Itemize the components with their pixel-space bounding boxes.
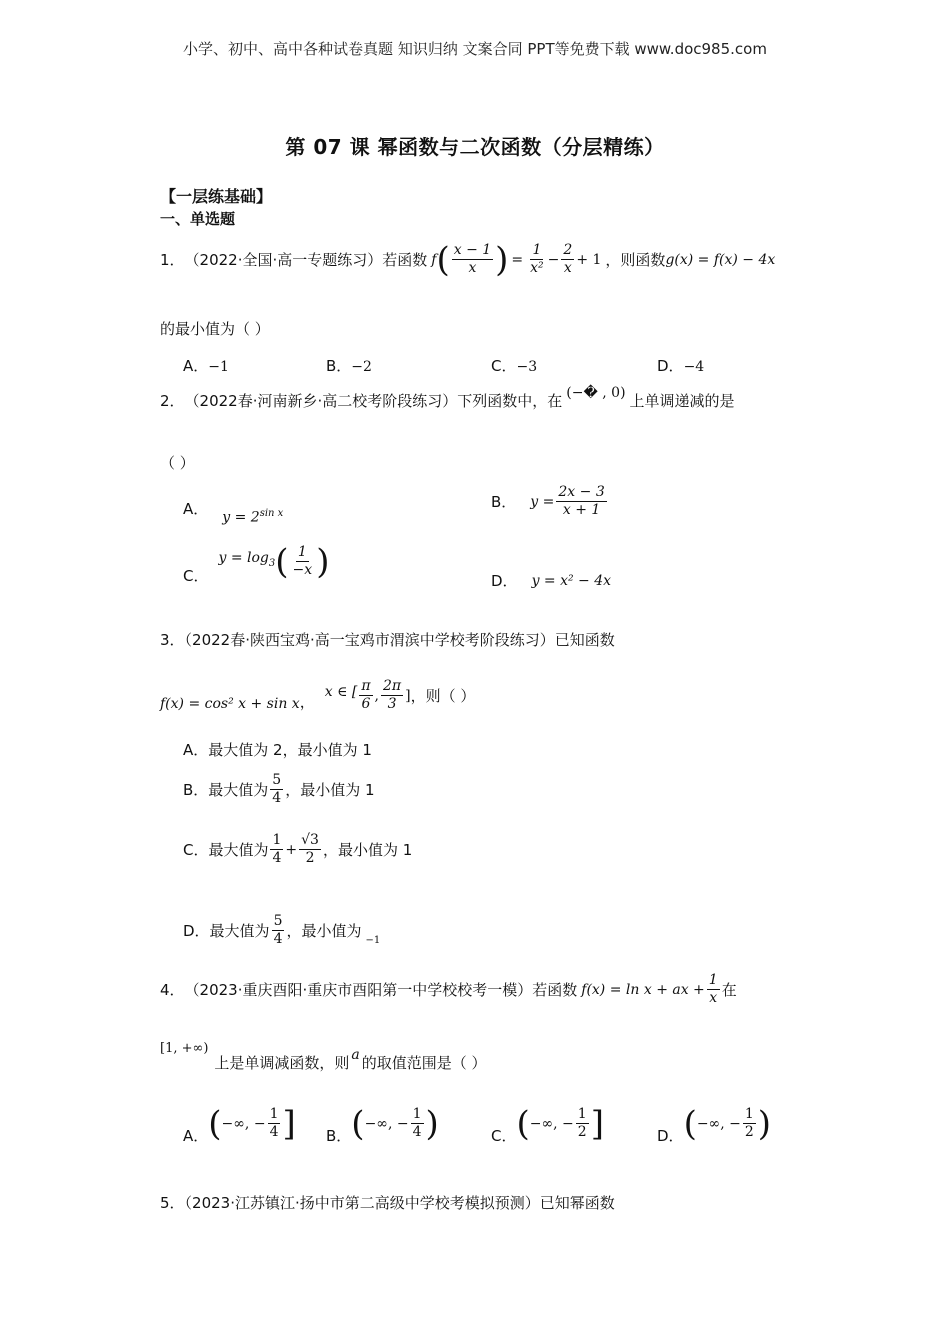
q4-option-d[interactable]: D． ( −∞, − $\frac{1}{2}$ )	[657, 1103, 772, 1145]
q1-minus: −	[547, 251, 560, 268]
q3-option-b[interactable]: B．最大值为 $\frac{5}{4}$ ，最小值为 1	[183, 772, 375, 806]
q3-function-line: f(x) = cos² x + sin x ， x ∈ [ $\frac{\pi}{6}$ , $\frac{2\pi}{3}$ ] ，则（ ）	[160, 678, 476, 712]
q4-fx: f(x) = ln x + ax +	[581, 981, 705, 998]
q1-frac-2: $\frac{2}{x}$	[563, 242, 573, 276]
q1-continuation: 的最小值为（ ）	[160, 320, 270, 338]
q4-continuation: [1, +∞) 上是单调减函数，则 a 的取值范围是（ ）	[160, 1041, 487, 1072]
page-title: 第 07 课 幂函数与二次函数（分层精练）	[285, 135, 665, 159]
q4-frac: $\frac{1}{x}$	[708, 972, 718, 1006]
q2-opt-d-expr: y = x² − 4x	[531, 572, 612, 589]
q4-option-c[interactable]: C． ( −∞, − $\frac{1}{2}$ ]	[491, 1103, 604, 1145]
question-4: 4． （2023·重庆酉阳·重庆市酉阳第一中学校校考一模）若函数 f(x) = ln x + ax + $\frac{1}{x}$ 在	[160, 972, 737, 1006]
q1-text: （2022·全国·高一专题练习）若函数	[184, 251, 428, 269]
q2-continuation: （ ）	[160, 454, 195, 472]
q1-option-a[interactable]: A．−1	[183, 357, 229, 375]
q1-number: 1．	[160, 251, 185, 269]
q2-opt-a-expr: $y = 2^{sin x}$	[222, 507, 284, 526]
q1-option-c[interactable]: C．−3	[491, 357, 538, 375]
q2-number: 2．	[160, 392, 185, 410]
q2-tail: 上单调递减的是	[629, 392, 735, 410]
q1-eq: =	[511, 251, 524, 268]
q2-opt-c-frac: $\frac{1}{-x}$	[292, 544, 313, 578]
q4-a: a	[351, 1046, 360, 1063]
q3-fx: f(x) = cos² x + sin x	[160, 695, 300, 712]
q3-opt-c-frac1: $\frac{1}{4}$	[272, 832, 282, 866]
q2-interval: (−� , 0)	[566, 384, 626, 401]
q1-plus: + 1	[576, 251, 602, 268]
q4-option-b[interactable]: B． ( −∞, − $\frac{1}{4}$ )	[326, 1103, 439, 1145]
section-heading: 【一层练基础】	[160, 187, 273, 206]
q3-opt-d-frac: $\frac{5}{4}$	[273, 913, 283, 947]
q3-opt-b-frac: $\frac{5}{4}$	[272, 772, 282, 806]
question-1	[160, 239, 776, 280]
q2-text: （2022春·河南新乡·高二校考阶段练习）下列函数中，在	[184, 392, 563, 410]
subsection-heading: 一、单选题	[160, 210, 236, 228]
page-header: 小学、初中、高中各种试卷真题 知识归纳 文案合同 PPT等免费下载 www.doc985.com	[183, 40, 767, 58]
question-5: 5．（2023·江苏镇江·扬中市第二高级中学校考模拟预测）已知幂函数	[160, 1194, 615, 1212]
q2-opt-c-rparen: )	[316, 541, 330, 582]
q3-domain: x ∈ [	[324, 683, 358, 700]
q2-option-b[interactable]: B． y = $\frac{2x - 3}{x + 1}$	[491, 484, 605, 518]
q3-option-c[interactable]: C．最大值为 $\frac{1}{4}$ + $\frac{√3}{2}$ ，最小值为 1	[183, 832, 413, 866]
q3-frac-b: $\frac{2\pi}{3}$	[383, 678, 402, 712]
q3-tail: ，则（ ）	[410, 687, 476, 705]
q1-option-d[interactable]: D．−4	[657, 357, 705, 375]
q2-option-d[interactable]: D． y = x² − 4x	[491, 572, 612, 590]
q1-fn: f	[431, 251, 437, 268]
q3-option-a[interactable]: A．最大值为 2，最小值为 1	[183, 741, 372, 759]
q2-opt-b-frac: $\frac{2x - 3}{x + 1}$	[558, 484, 605, 518]
q3-frac-a: $\frac{\pi}{6}$	[361, 678, 371, 712]
q3-opt-d-min: −1	[365, 935, 381, 946]
q1-option-b[interactable]: B．−2	[326, 357, 372, 375]
q1-g-expr: g(x) = f(x) − 4x	[665, 251, 776, 268]
q1-left-paren: (	[436, 239, 450, 280]
question-2	[160, 384, 735, 411]
question-3: 3．（2022春·陕西宝鸡·高一宝鸡市渭滨中学校考阶段练习）已知函数	[160, 631, 615, 649]
q3-option-d[interactable]: D．最大值为 $\frac{5}{4}$ ，最小值为 −1	[183, 913, 381, 947]
q4-option-a[interactable]: A． ( −∞, − $\frac{1}{4}$ ]	[183, 1103, 296, 1145]
q1-frac-arg: $\frac{x - 1}{x}$	[453, 242, 492, 276]
q1-frac-1: $\frac{1}{\text{x²}}$	[530, 242, 544, 276]
q2-opt-c-lparen: (	[275, 541, 289, 582]
q2-option-a[interactable]: A． $y = 2^{sin x}$	[183, 500, 284, 526]
q2-option-c[interactable]: C． $y = \log_3$ ( $\frac{1}{-x}$ )	[183, 541, 330, 585]
q4-interval: [1, +∞)	[160, 1041, 209, 1056]
q2-opt-c-lhs: $y = \log_3$	[218, 550, 276, 569]
q1-right-paren: )	[495, 239, 509, 280]
q2-opt-b-lhs: y =	[530, 493, 555, 510]
q1-mid: ，则函数	[605, 251, 666, 269]
q3-opt-c-frac2: $\frac{√3}{2}$	[301, 832, 319, 866]
